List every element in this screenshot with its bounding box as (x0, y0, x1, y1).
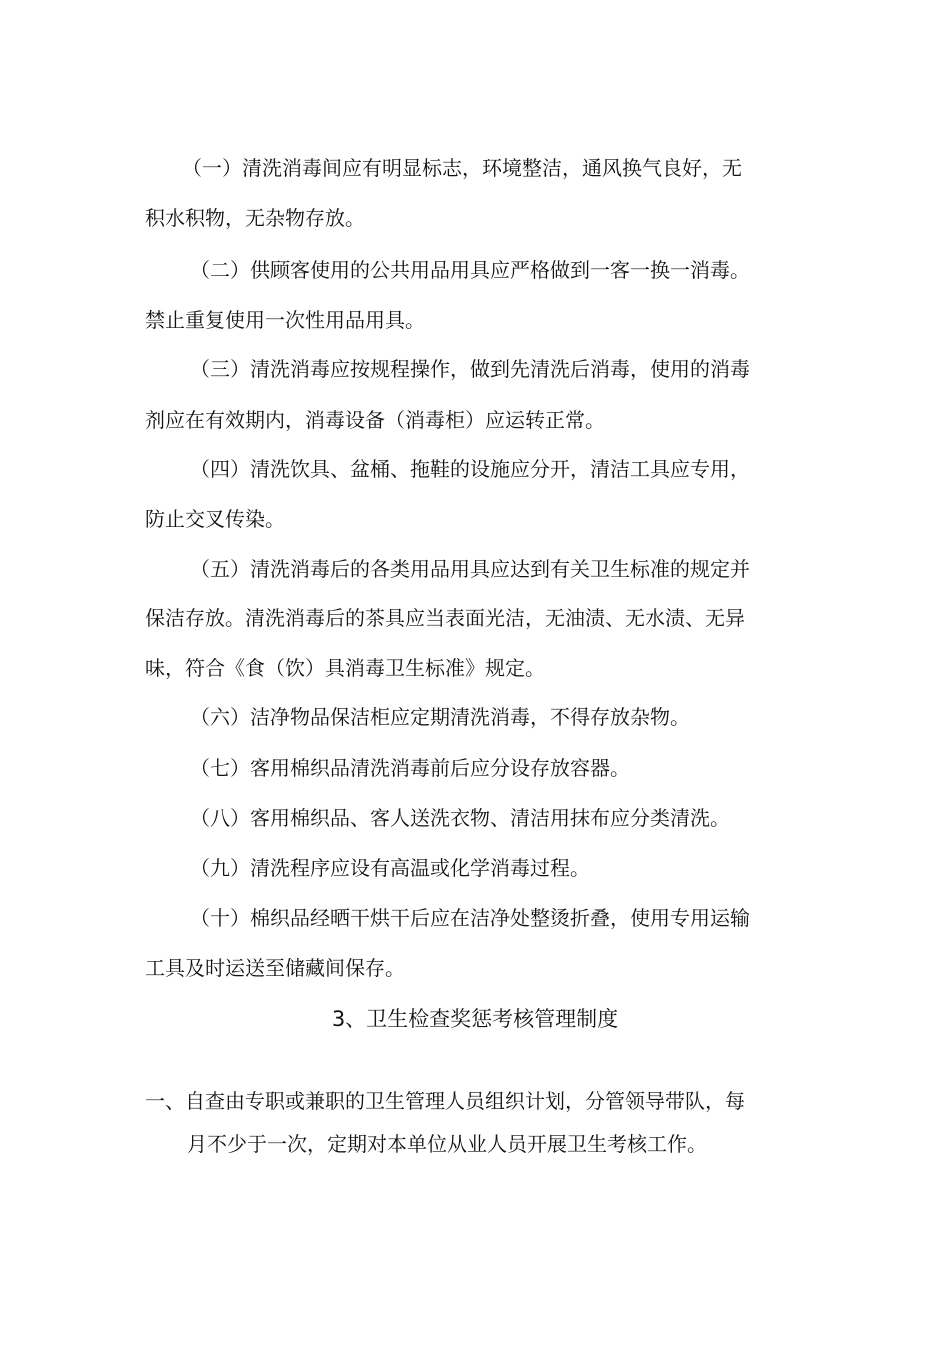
paragraph-3-line-1: （三）清洗消毒应按规程操作，做到先清洗后消毒，使用的消毒 (190, 357, 750, 381)
paragraph-4-line-2: 防止交叉传染。 (145, 507, 285, 531)
section-item-1-line-1: 一、自查由专职或兼职的卫生管理人员组织计划，分管领导带队，每 (145, 1089, 745, 1113)
paragraph-1-line-2: 积水积物，无杂物存放。 (145, 206, 365, 230)
paragraph-8: （八）客用棉织品、客人送洗衣物、清洁用抹布应分类清洗。 (190, 806, 730, 830)
paragraph-2-line-1: （二）供顾客使用的公共用品用具应严格做到一客一换一消毒。 (190, 258, 750, 282)
paragraph-4-line-1: （四）清洗饮具、盆桶、拖鞋的设施应分开，清洁工具应专用， (190, 457, 750, 481)
paragraph-9: （九）清洗程序应设有高温或化学消毒过程。 (190, 856, 590, 880)
section-item-1-line-2: 月不少于一次，定期对本单位从业人员开展卫生考核工作。 (187, 1132, 707, 1156)
paragraph-3-line-2: 剂应在有效期内，消毒设备（消毒柜）应运转正常。 (145, 408, 605, 432)
paragraph-10-line-2: 工具及时运送至储藏间保存。 (145, 956, 405, 980)
paragraph-5-line-2: 保洁存放。清洗消毒后的茶具应当表面光洁，无油渍、无水渍、无异 (145, 606, 745, 630)
paragraph-7: （七）客用棉织品清洗消毒前后应分设存放容器。 (190, 756, 630, 780)
paragraph-6: （六）洁净物品保洁柜应定期清洗消毒，不得存放杂物。 (190, 705, 690, 729)
paragraph-10-line-1: （十）棉织品经晒干烘干后应在洁净处整烫折叠，使用专用运输 (190, 906, 750, 930)
paragraph-5-line-3: 味，符合《食（饮）具消毒卫生标准》规定。 (145, 656, 545, 680)
paragraph-1-line-1: （一）清洗消毒间应有明显标志，环境整洁，通风换气良好，无 (182, 156, 742, 180)
paragraph-2-line-2: 禁止重复使用一次性用品用具。 (145, 308, 425, 332)
paragraph-5-line-1: （五）清洗消毒后的各类用品用具应达到有关卫生标准的规定并 (190, 557, 750, 581)
section-heading: 3、卫生检查奖惩考核管理制度 (331, 1007, 619, 1031)
